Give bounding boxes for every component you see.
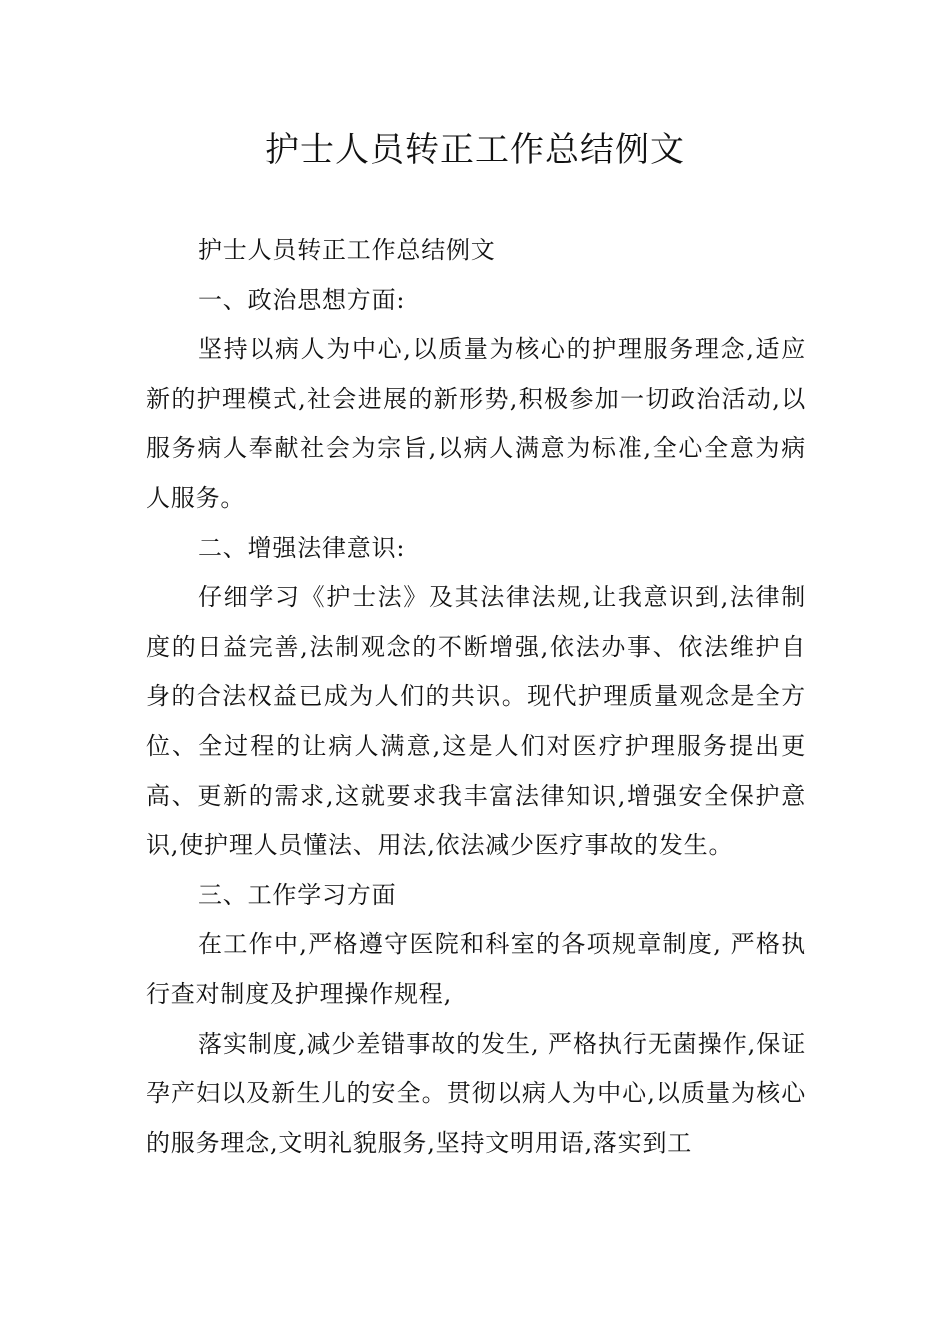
paragraph-work-1: 在工作中,严格遵守医院和科室的各项规章制度, 严格执行查对制度及护理操作规程, [146, 930, 806, 1008]
intro-line: 护士人员转正工作总结例文 [198, 236, 496, 264]
document-title: 护士人员转正工作总结例文 [265, 130, 685, 170]
paragraph-legal: 仔细学习《护士法》及其法律法规,让我意识到,法律制度的日益完善,法制观念的不断增强,依法办事、依法维护自身的合法权益已成为人们的共识。现代护理质量观念是全方位、全过程的让病人满意,这是人们对医疗护理服务提出更高、更新的需求,这就要求我丰富法律知识,增强安全保护意识,使护理人员懂法、用法,依法减少医疗事故的发生。 [146, 583, 806, 860]
section-heading-legal: 二、增强法律意识: [198, 533, 406, 562]
paragraph-work-2: 落实制度,减少差错事故的发生, 严格执行无菌操作,保证孕产妇以及新生儿的安全。贯彻以病人为中心,以质量为核心的服务理念,文明礼貌服务,坚持文明用语,落实到工 [146, 1029, 806, 1157]
section-heading-work-study: 三、工作学习方面 [198, 880, 397, 909]
section-heading-political: 一、政治思想方面: [198, 285, 406, 314]
paragraph-political: 坚持以病人为中心,以质量为核心的护理服务理念,适应新的护理模式,社会进展的新形势,积极参加一切政治活动,以服务病人奉献社会为宗旨,以病人满意为标准,全心全意为病人服务。 [146, 335, 806, 512]
document-body [146, 226, 806, 1168]
